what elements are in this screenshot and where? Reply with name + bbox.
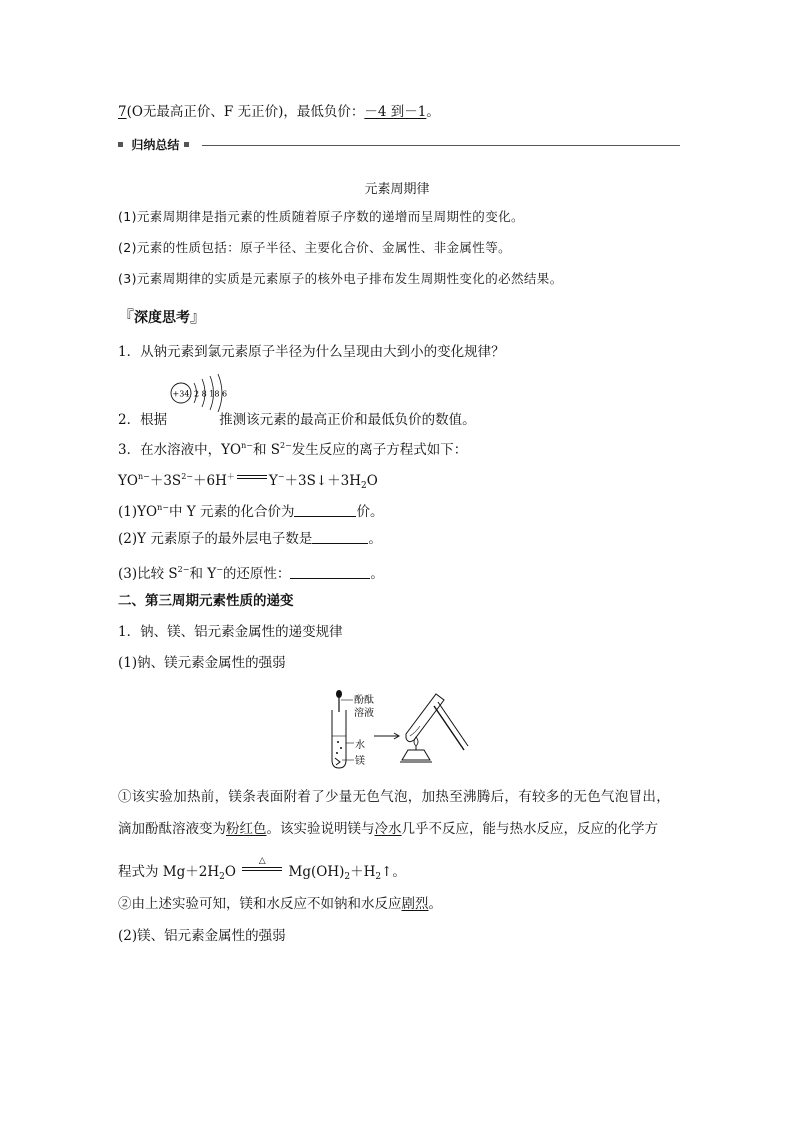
summary-item-1: (1)元素周期律是指元素的性质随着原子序数的递增而呈周期性的变化。 [118,209,524,224]
top-line: 7(O无最高正价、F 无正价)，最低负价：－4 到－1。 [118,104,440,120]
paragraph-4: ②由上述实验可知，镁和水反应不如钠和水反应剧烈。 [118,896,442,912]
answer-blank[interactable] [290,566,370,579]
sub-question-1: $(1)YO^{n-}$中 Y 元素的化合价为 价。 [118,503,384,520]
answer-pink: 粉红色 [226,821,267,837]
section-2-sub-1: 1．钠、镁、铝元素金属性的递变规律 [118,624,343,640]
mg-water-experiment-figure [324,688,474,772]
heat-triangle-icon: △ [258,856,266,866]
answer-vigorous: 剧烈 [401,896,429,912]
sub-question-3: (3)比较 $S^{2-}$和 Y−的还原性： 。 [118,565,384,582]
test-tube-icon [332,710,346,768]
sub-question-2: (2)Y 元素原子的最外层电子数是 。 [118,531,382,547]
section-2-title: 二、第三周期元素性质的递变 [118,593,294,609]
answer-max-valence: 7 [118,104,127,120]
equals-sign [235,472,269,484]
label-water: 水 [355,740,365,751]
answer-blank[interactable] [312,531,368,544]
deep-thinking-header: 『深度思考』 [118,307,207,326]
summary-title: 元素周期律 [364,182,430,197]
answer-min-valence: －4 到－1 [364,104,427,120]
label-phenolphthalein: 酚酞 [354,695,374,706]
paragraph-2: 滴加酚酞溶液变为粉红色。该实验说明镁与冷水几乎不反应，能与热水反应，反应的化学方 [118,821,658,837]
question-2: 2．根据 推测该元素的最高正价和最低负价的数值。 [118,412,476,428]
ionic-equation: $YO^{n-}+3S^{2-}+6H^+$ $Y^-+3S↓+3H_2O$ [118,472,378,491]
tube-holder-icon [434,706,464,750]
question-1: 1．从钠元素到氯元素原子半径为什么呈现由大到小的变化规律？ [118,344,505,360]
summary-label: 归纳总结 [131,138,180,152]
shell-electrons: 2 8 18 6 [194,389,228,399]
chemical-equation: 程式为 $Mg+2H_2O$ △ $Mg(OH)_2+H_2↑$。 [118,856,406,886]
paragraph-1: ①该实验加热前，镁条表面附着了少量无色气泡，加热至沸腾后，有较多的无色气泡冒出， [118,789,670,805]
mg-strip-icon [335,758,340,765]
heating-condition-sign [240,856,284,878]
summary-header [118,136,680,154]
label-solution: 溶液 [354,708,374,719]
question-3: 3．在水溶液中，$YO^{n-}$和 $S^{2-}$发生反应的离子方程式如下： [118,441,468,458]
section-2-sub-1-2: (2)镁、铝元素金属性的强弱 [118,928,286,944]
bullet-square-icon [118,142,123,147]
label-magnesium: 镁 [355,756,365,767]
atom-structure-diagram [168,372,230,412]
answer-cold-water: 冷水 [374,821,402,837]
section-2-sub-1-1: (1)钠、镁元素金属性的强弱 [118,655,286,671]
flame-icon [414,737,418,746]
bullet-square-icon [184,142,189,147]
summary-item-2: (2)元素的性质包括：原子半径、主要化合价、金属性、非金属性等。 [118,240,512,255]
summary-item-3: (3)元素周期律的实质是元素原子的核外电子排布发生周期性变化的必然结果。 [118,271,563,286]
alcohol-lamp-icon [402,750,430,760]
nucleus-charge: +34 [172,389,190,399]
deep-thinking-title: 深度思考 [134,310,191,326]
dropper-bulb-icon [336,690,342,698]
answer-blank[interactable] [294,504,356,517]
header-rule [202,145,680,146]
